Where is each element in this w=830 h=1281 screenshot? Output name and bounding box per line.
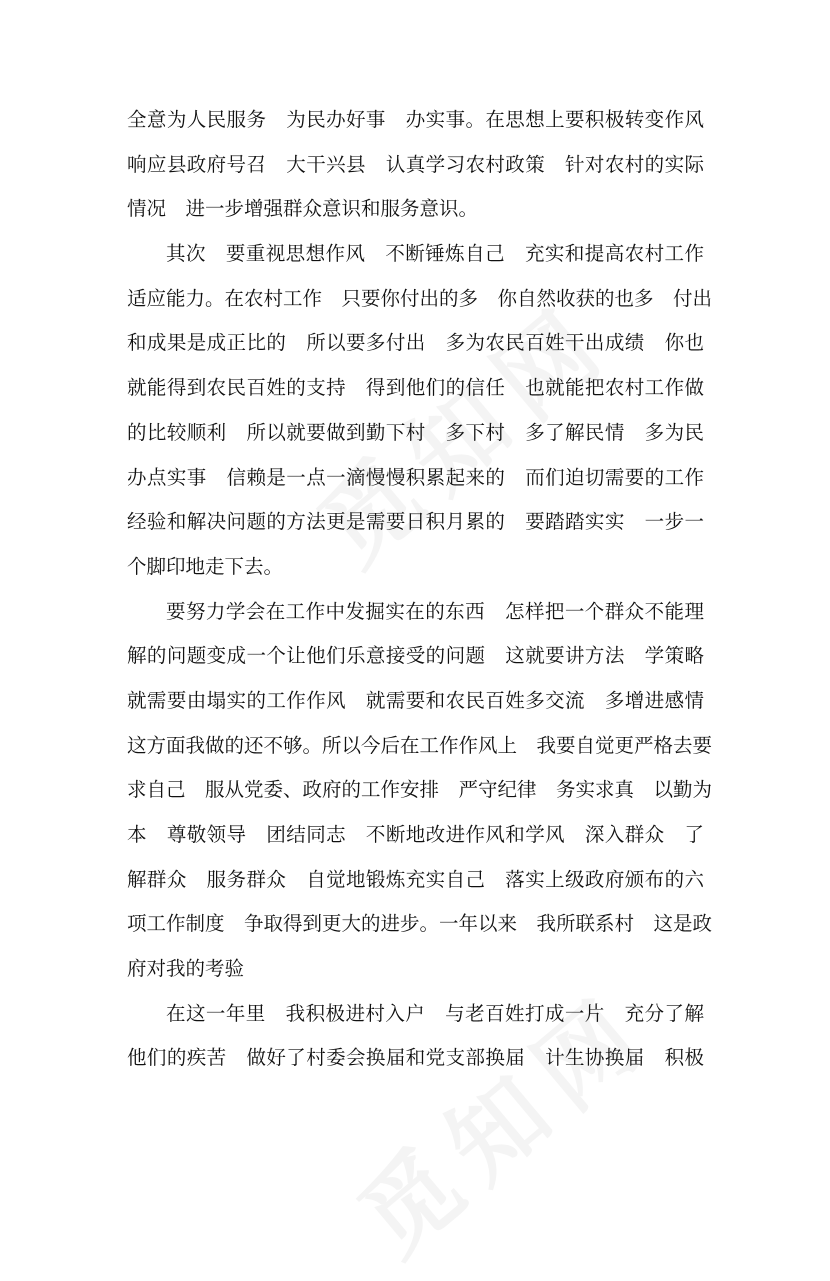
text-line: 就能得到农民百姓的支持 得到他们的信任 也就能把农村工作做 xyxy=(127,376,704,400)
text-line: 在这一年里 我积极进村入户 与老百姓打成一片 充分了解 xyxy=(166,1001,704,1025)
text-line: 全意为人民服务 为民办好事 办实事。在思想上要积极转变作风 xyxy=(127,108,704,131)
document-body xyxy=(127,98,713,1081)
text-line: 情况 进一步增强群众意识和服务意识。 xyxy=(127,197,479,221)
text-line: 个脚印地走下去。 xyxy=(127,554,284,578)
text-line: 解群众 服务群众 自觉地锻炼充实自己 落实上级政府颁布的六 xyxy=(127,867,704,891)
text-line: 办点实事 信赖是一点一滴慢慢积累起来的 而们迫切需要的工作 xyxy=(127,465,704,489)
text-line: 解的问题变成一个让他们乐意接受的问题 这就要讲方法 学策略 xyxy=(127,644,704,668)
text-line: 响应县政府号召 大干兴县 认真学习农村政策 针对农村的实际 xyxy=(127,152,704,176)
text-line: 这方面我做的还不够。所以今后在工作作风上 我要自觉更严格去要 xyxy=(127,733,713,757)
text-line: 要努力学会在工作中发掘实在的东西 怎样把一个群众不能理 xyxy=(166,599,704,623)
text-line: 他们的疾苦 做好了村委会换届和党支部换届 计生协换届 积极 xyxy=(127,1046,704,1070)
text-line: 适应能力。在农村工作 只要你付出的多 你自然收获的也多 付出 xyxy=(127,286,713,310)
text-line: 本 尊敬领导 团结同志 不断地改进作风和学风 深入群众 了 xyxy=(127,823,704,846)
text-line: 经验和解决问题的方法更是需要日积月累的 要踏踏实实 一步一 xyxy=(127,510,704,534)
text-line: 项工作制度 争取得到更大的进步。一年以来 我所联系村 这是政 xyxy=(127,912,713,936)
text-line: 和成果是成正比的 所以要多付出 多为农民百姓干出成绩 你也 xyxy=(127,331,704,355)
text-line: 就需要由塌实的工作作风 就需要和农民百姓多交流 多增进感情 xyxy=(127,688,704,712)
text-line: 的比较顺利 所以就要做到勤下村 多下村 多了解民情 多为民 xyxy=(127,420,704,444)
text-line: 其次 要重视思想作风 不断锤炼自己 充实和提高农村工作 xyxy=(166,242,704,266)
text-line: 府对我的考验 xyxy=(127,957,245,981)
text-line: 求自己 服从党委、政府的工作安排 严守纪律 务实求真 以勤为 xyxy=(127,778,713,802)
